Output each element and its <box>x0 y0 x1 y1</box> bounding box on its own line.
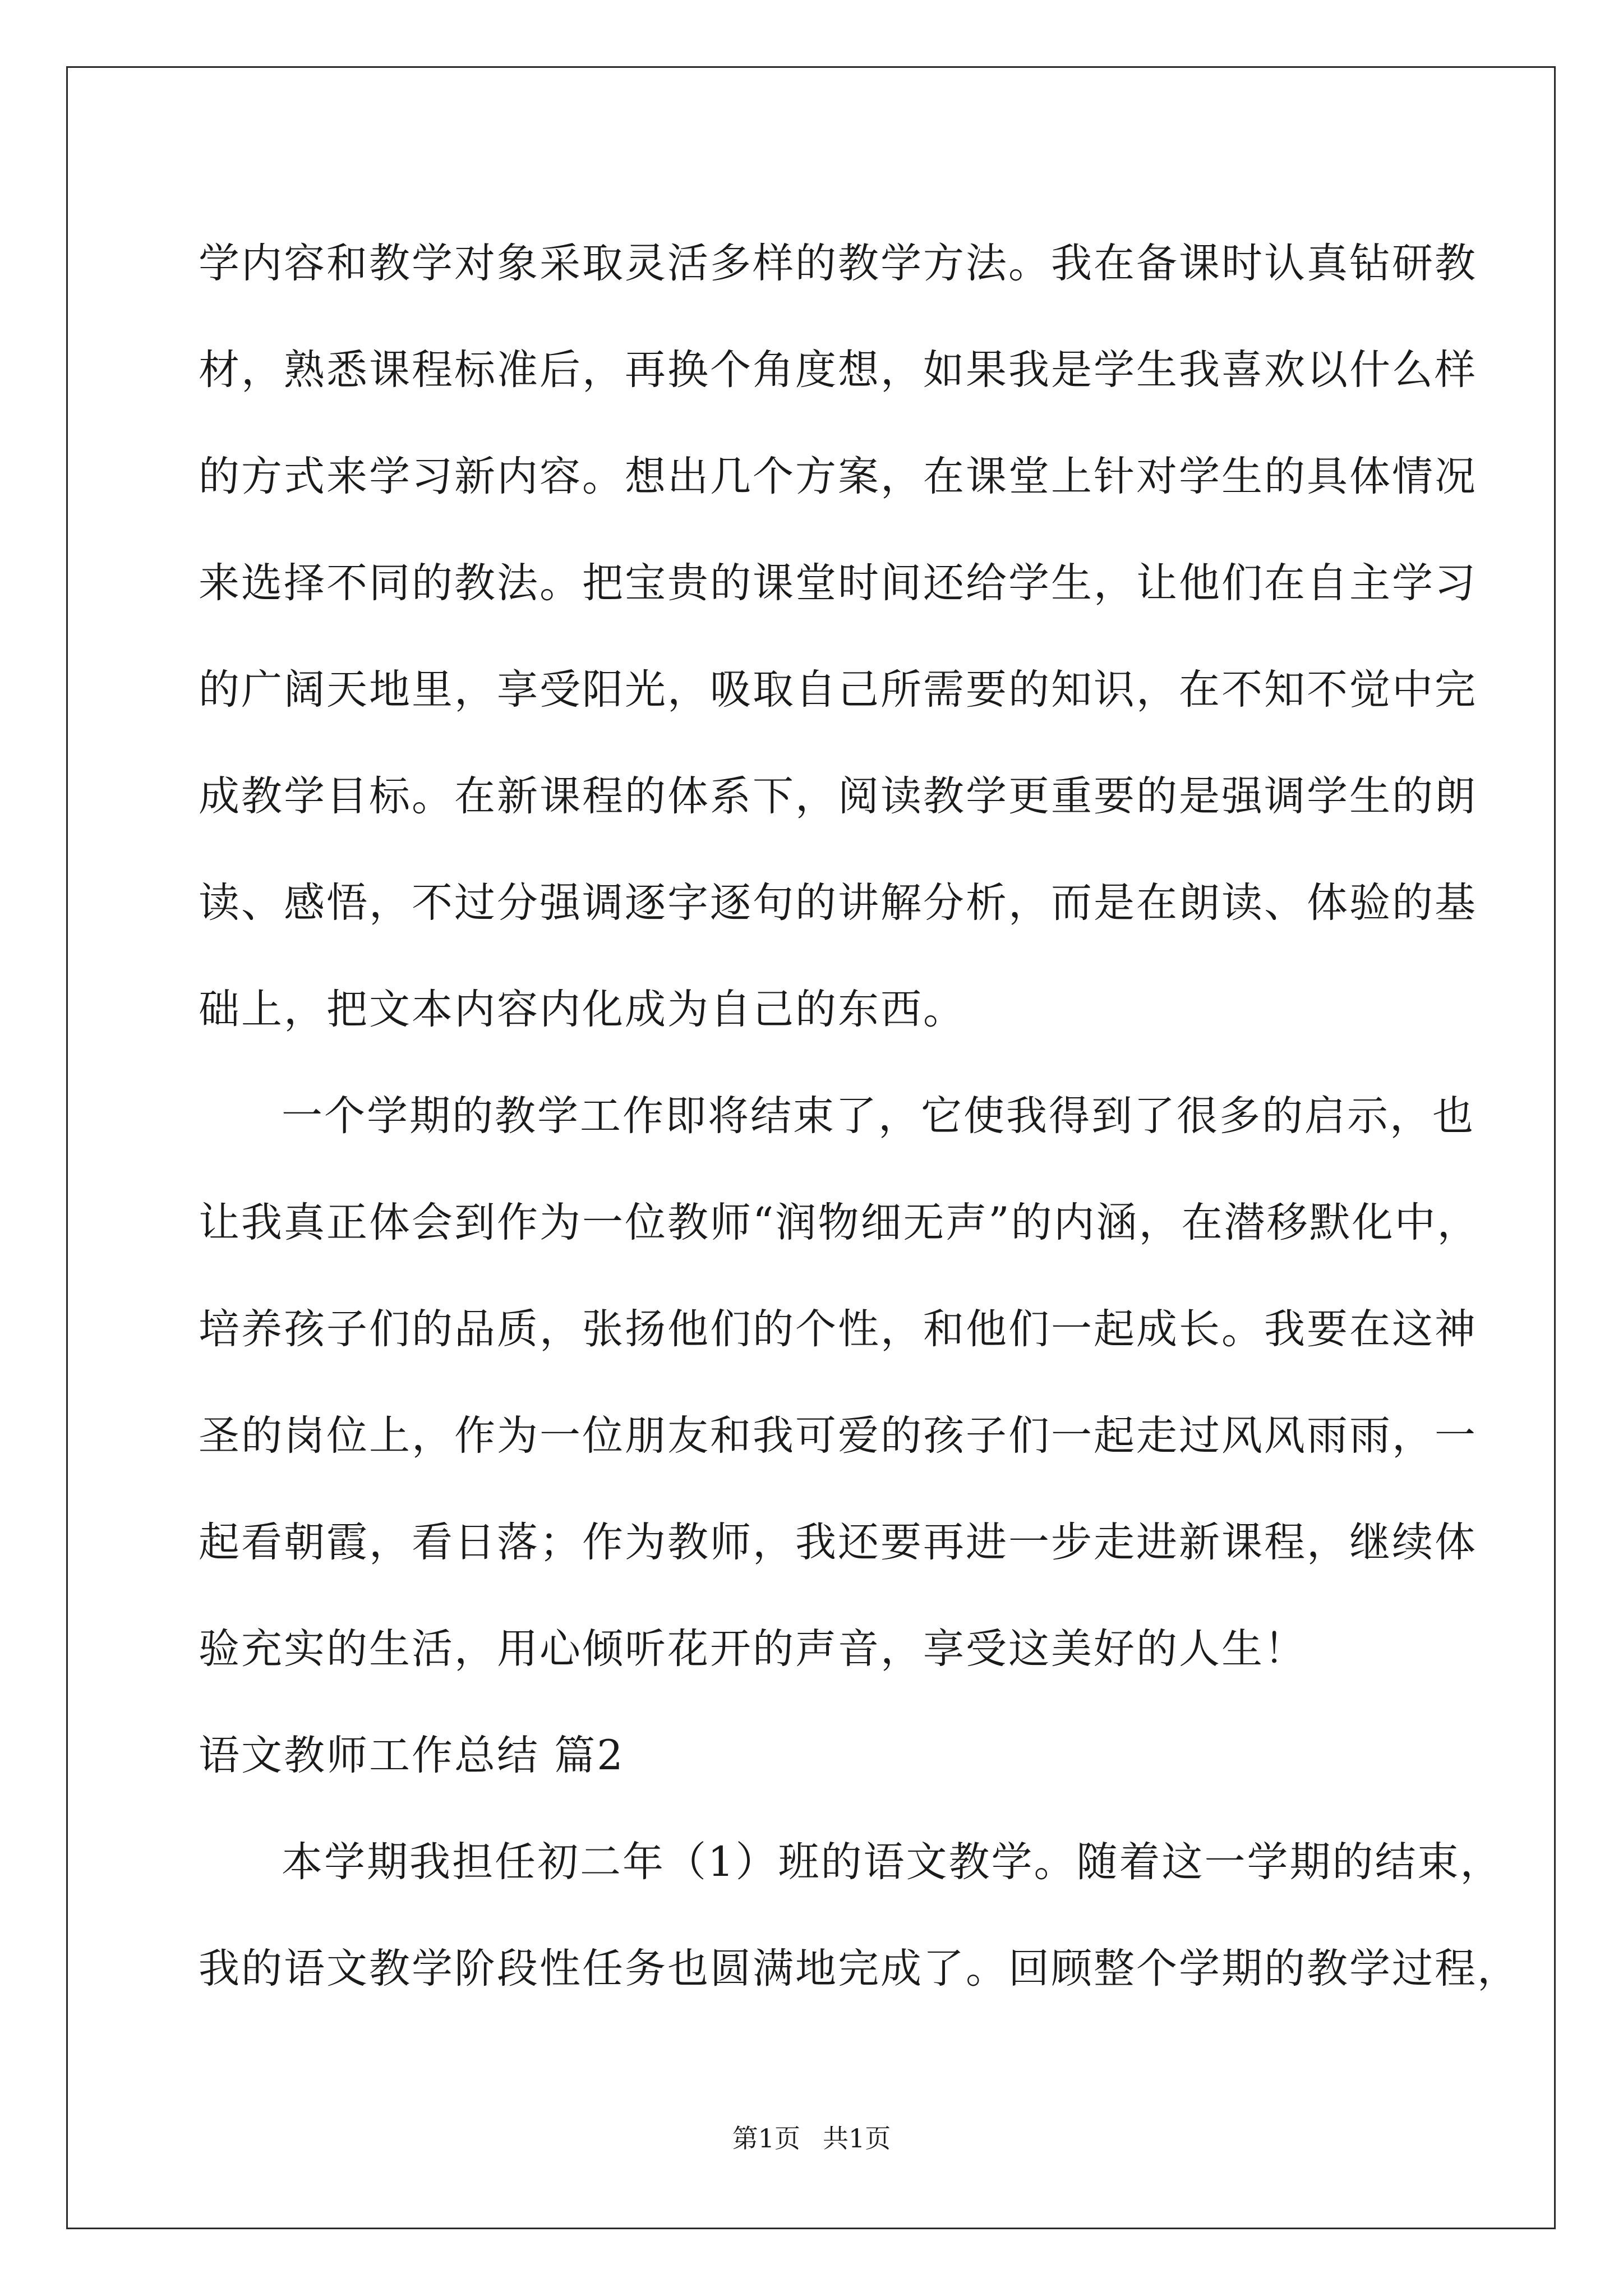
text-line: 的广阔天地里，享受阳光，吸取自己所需要的知识，在不知不觉中完 <box>199 666 1477 714</box>
text-line: 础上，把文本内容内化成为自己的东西。 <box>199 986 966 1033</box>
section-heading: 语文教师工作总结 篇2 <box>199 1732 625 1779</box>
document-body <box>199 210 1520 2022</box>
text-line: 圣的岗位上，作为一位朋友和我可爱的孩子们一起走过风风雨雨，一 <box>199 1412 1477 1460</box>
text-line: 材，熟悉课程标准后，再换个角度想，如果我是学生我喜欢以什么样 <box>199 346 1477 394</box>
text-line: 让我真正体会到作为一位教师“润物细无声”的内涵，在潜移默化中， <box>199 1199 1480 1246</box>
text-line: 本学期我担任初二年（1）班的语文教学。随着这一学期的结束， <box>282 1838 1503 1886</box>
text-line: 读、感悟，不过分强调逐字逐句的讲解分析，而是在朗读、体验的基 <box>199 879 1477 927</box>
text-line: 学内容和教学对象采取灵活多样的教学方法。我在备课时认真钻研教 <box>199 240 1477 287</box>
text-line: 成教学目标。在新课程的体系下，阅读教学更重要的是强调学生的朗 <box>199 772 1477 820</box>
text-line: 一个学期的教学工作即将结束了，它使我得到了很多的启示，也 <box>282 1092 1475 1140</box>
text-line: 我的语文教学阶段性任务也圆满地完成了。回顾整个学期的教学过程， <box>199 1945 1520 1993</box>
page-footer <box>0 2122 1623 2155</box>
page-number: 第1页 <box>732 2123 800 2154</box>
text-line: 起看朝霞，看日落；作为教师，我还要再进一步走进新课程，继续体 <box>199 1519 1477 1566</box>
text-line: 验充实的生活，用心倾听花开的声音，享受这美好的人生！ <box>199 1625 1307 1673</box>
text-line: 来选择不同的教法。把宝贵的课堂时间还给学生，让他们在自主学习 <box>199 559 1477 607</box>
text-line: 培养孩子们的品质，张扬他们的个性，和他们一起成长。我要在这神 <box>199 1305 1477 1353</box>
text-line: 的方式来学习新内容。想出几个方案，在课堂上针对学生的具体情况 <box>199 453 1477 500</box>
page-total: 共1页 <box>823 2123 891 2154</box>
